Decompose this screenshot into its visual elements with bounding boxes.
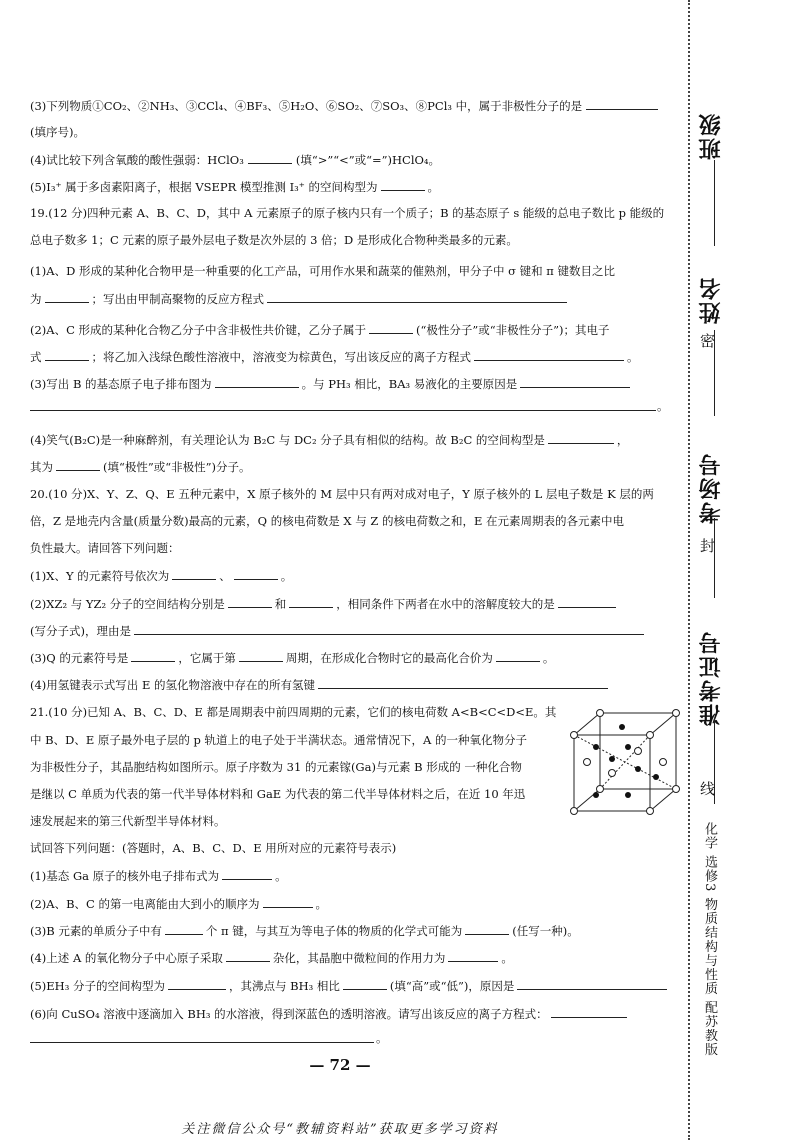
- answer-blank[interactable]: [369, 322, 413, 334]
- answer-blank[interactable]: [558, 596, 616, 608]
- answer-blank[interactable]: [289, 596, 333, 608]
- answer-blank[interactable]: [222, 868, 272, 880]
- q20-intro-2: 倍，Z 是地壳内含量(质量分数)最高的元素，Q 的核电荷数是 X 与 Z 的核电荷数之和，E 在元素周期表的各元素中电: [30, 514, 625, 528]
- q21-part6-end: 。: [376, 1031, 388, 1045]
- page-number: — 72 —: [309, 1056, 371, 1074]
- q20-part2: (2)XZ₂ 与 YZ₂ 分子的空间结构分别是 和 ，相同条件下两者在水中的溶解度较大的是: [30, 596, 616, 611]
- q18-line4: (4)试比较下列含氧酸的酸性强弱：HClO₃ (填“>”“<”或“=”)HClO₄。: [30, 153, 441, 167]
- seal-xian: 线: [700, 780, 716, 798]
- answer-blank[interactable]: [56, 459, 100, 471]
- answer-blank[interactable]: [215, 376, 299, 388]
- room-field[interactable]: [714, 518, 715, 598]
- answer-blank[interactable]: [520, 376, 630, 388]
- answer-blank[interactable]: [45, 291, 89, 303]
- answer-blank[interactable]: [226, 950, 270, 962]
- class-field[interactable]: [714, 160, 715, 246]
- q19-part4-cont: 其为 (填“极性”或“非极性”)分子。: [30, 460, 251, 474]
- answer-blank[interactable]: [318, 677, 608, 689]
- answer-blank[interactable]: [165, 923, 203, 935]
- name-field[interactable]: [714, 330, 715, 416]
- q19-intro-2: 总电子数多 1；C 元素的原子最外层电子数是次外层的 3 倍；D 是形成化合物种类最多的元素。: [30, 233, 518, 247]
- answer-blank[interactable]: [168, 978, 226, 990]
- crystal-cell-diagram: [566, 707, 686, 817]
- q21-part5: (5)EH₃ 分子的空间构型为 ，其沸点与 BH₃ 相比 (填“高”或“低”)，原因是: [30, 978, 667, 993]
- answer-blank[interactable]: [248, 152, 292, 164]
- answer-blank[interactable]: [267, 291, 567, 303]
- answer-blank[interactable]: [474, 349, 624, 361]
- seal-feng: 封: [700, 537, 716, 555]
- q19-part3: (3)写出 B 的基态原子电子排布图为 。与 PH₃ 相比，BA₃ 易液化的主要原因是: [30, 376, 630, 391]
- q21-intro-5: 速发展起来的第三代新型半导体材料。: [30, 814, 226, 828]
- answer-blank[interactable]: [131, 650, 175, 662]
- answer-blank[interactable]: [263, 896, 313, 908]
- answer-blank[interactable]: [517, 978, 667, 990]
- answer-blank[interactable]: [448, 950, 498, 962]
- q19-part2-cont: 式 ；将乙加入浅绿色酸性溶液中，溶液变为棕黄色，写出该反应的离子方程式 。: [30, 350, 639, 364]
- q20-part3: (3)Q 的元素符号是 ，它属于第 周期，在形成化合物时它的最高化合价为 。: [30, 651, 555, 665]
- q18-line3: (3)下列物质①CO₂、②NH₃、③CCl₄、④BF₃、⑤H₂O、⑥SO₂、⑦SO₃、⑧PCl₃ 中，属于非极性分子的是: [30, 98, 658, 113]
- q21-intro-2: 中 B、D、E 原子最外电子层的 p 轨道上的电子处于半满状态。通常情况下，A 的一种氧化物分子: [30, 733, 528, 747]
- q19-part4: (4)笑气(B₂C)是一种麻醉剂，有关理论认为 B₂C 与 DC₂ 分子具有相似的结构。故 B₂C 的空间构型是 ，: [30, 433, 629, 447]
- q21-intro-3: 为非极性分子，其晶胞结构如图所示。原子序数为 31 的元素镓(Ga)与元素 B 形成的 一种化合物: [30, 760, 522, 774]
- answer-blank[interactable]: [234, 568, 278, 580]
- answer-blank[interactable]: [172, 568, 216, 580]
- answer-blank[interactable]: [465, 923, 509, 935]
- answer-blank[interactable]: [586, 98, 658, 110]
- q21-intro-4: 是继以 C 单质为代表的第一代半导体材料和 GaE 为代表的第二代半导体材料之后，在近 10 年迅: [30, 787, 526, 801]
- seal-mi: 密: [700, 332, 716, 350]
- q21-instruction: 试回答下列问题：(答题时，A、B、C、D、E 用所对应的元素符号表示): [30, 841, 397, 855]
- q20-intro-3: 负性最大。请回答下列问题：: [30, 541, 180, 555]
- answer-blank[interactable]: [343, 978, 387, 990]
- q21-part3: (3)B 元素的单质分子中有 个 π 键，与其互为等电子体的物质的化学式可能为 (任写一种)。: [30, 924, 579, 938]
- answer-blank[interactable]: [548, 432, 614, 444]
- q21-intro-1: 21.(10 分)已知 A、B、C、D、E 都是周期表中前四周期的元素，它们的核电荷数 A<B<C<D<E。其: [30, 705, 557, 719]
- binding-dotted-line: [688, 0, 690, 1140]
- q20-intro-1: 20.(10 分)X、Y、Z、Q、E 五种元素中，X 原子核外的 M 层中只有两对成对电子，Y 原子核外的 L 层电子数是 K 层的两: [30, 487, 654, 501]
- q21-part6: (6)向 CuSO₄ 溶液中逐滴加入 BH₃ 的水溶液，得到深蓝色的透明溶液。请写出该反应的离子方程式：: [30, 1006, 627, 1021]
- q18-line5: (5)I₃⁺ 属于多卤素阳离子，根据 VSEPR 模型推测 I₃⁺ 的空间构型为 。: [30, 180, 439, 194]
- footer-note: 关注微信公众号“教辅资料站”获取更多学习资料: [181, 1122, 499, 1137]
- answer-blank[interactable]: [228, 596, 272, 608]
- id-label: 准考证号: [698, 630, 724, 726]
- answer-blank[interactable]: [381, 179, 425, 191]
- q18-line3-cont: (填序号)。: [30, 125, 85, 139]
- q20-part4: (4)用氢键表示式写出 E 的氢化物溶液中存在的所有氢键: [30, 677, 608, 692]
- name-label: 姓名: [698, 276, 724, 324]
- answer-line[interactable]: [30, 1042, 374, 1043]
- answer-blank[interactable]: [551, 1006, 627, 1018]
- q19-part1: (1)A、D 形成的某种化合物甲是一种重要的化工产品，可用作水果和蔬菜的催熟剂，甲分子中 σ 键和 π 键数目之比: [30, 264, 615, 278]
- answer-blank[interactable]: [45, 349, 89, 361]
- q20-part1: (1)X、Y 的元素符号依次为 、 。: [30, 569, 293, 583]
- answer-line[interactable]: [30, 410, 656, 411]
- answer-blank[interactable]: [496, 650, 540, 662]
- q19-part2: (2)A、C 形成的某种化合物乙分子中含非极性共价键，乙分子属于 (“极性分子”或“非极性分子”)；其电子: [30, 323, 610, 337]
- q19-intro-1: 19.(12 分)四种元素 A、B、C、D，其中 A 元素原子的原子核内只有一个质子；B 的基态原子 s 能级的总电子数比 p 能级的: [30, 206, 665, 220]
- answer-blank[interactable]: [134, 623, 644, 635]
- book-title: 化学 选修3 物质结构与性质 配苏教版: [702, 822, 717, 1057]
- q21-part4: (4)上述 A 的氧化物分子中心原子采取 杂化，其晶胞中微粒间的作用力为 。: [30, 951, 513, 965]
- q21-part1: (1)基态 Ga 原子的核外电子排布式为 。: [30, 869, 287, 883]
- room-label: 考场号: [698, 452, 724, 524]
- q19-part1-cont: 为 ；写出由甲制高聚物的反应方程式: [30, 291, 567, 306]
- q19-part3-end: 。: [657, 399, 669, 413]
- q20-part2-cont: (写分子式)，理由是: [30, 623, 644, 638]
- answer-blank[interactable]: [239, 650, 283, 662]
- q21-part2: (2)A、B、C 的第一电离能由大到小的顺序为 。: [30, 897, 327, 911]
- class-label: 班级: [698, 112, 724, 160]
